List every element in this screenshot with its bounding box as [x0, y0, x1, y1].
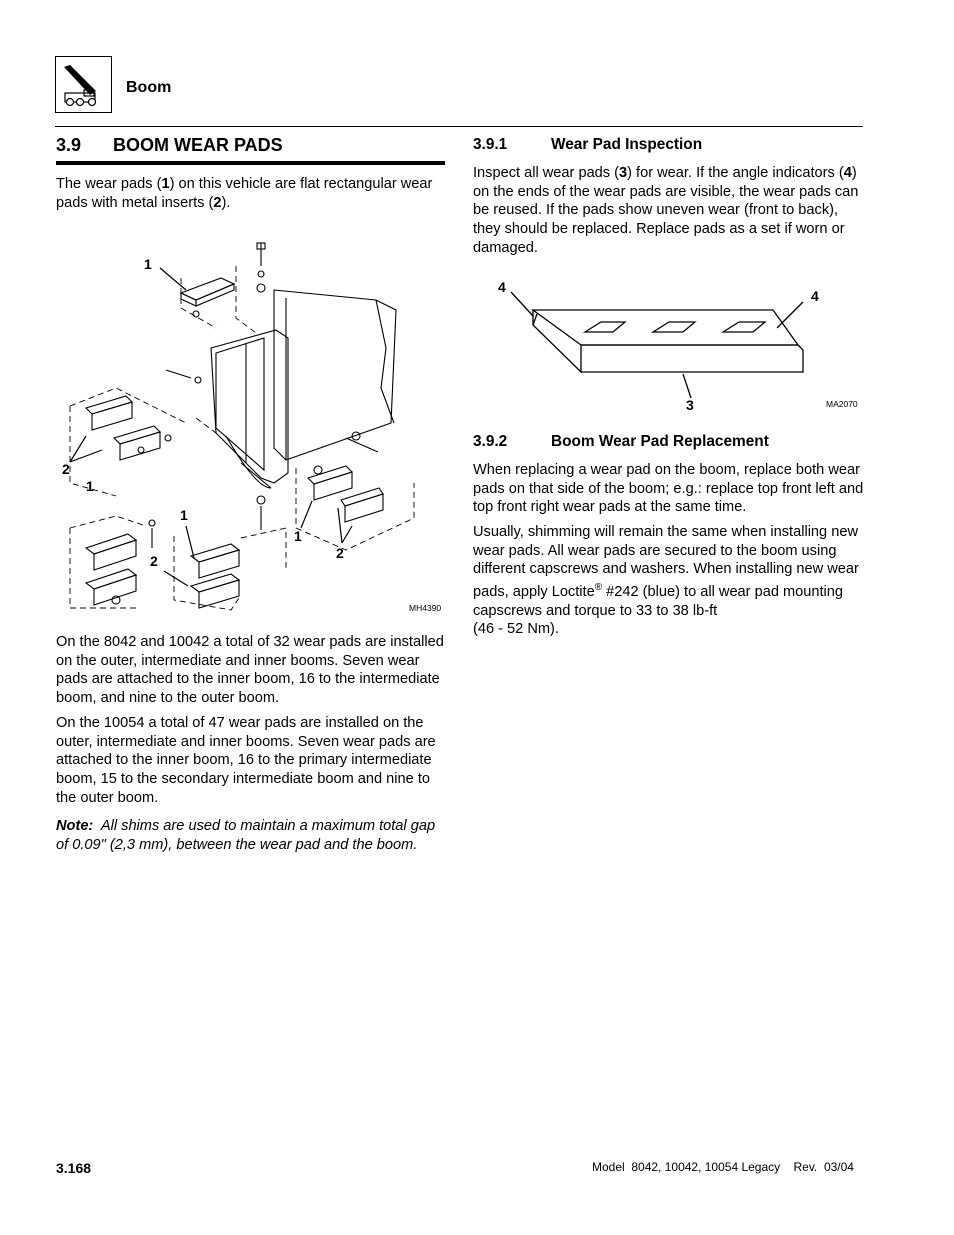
- fig2-label-4b: 4: [811, 288, 819, 304]
- note-paragraph: [56, 817, 446, 854]
- fig1-label-2c: 2: [336, 545, 344, 561]
- registered-mark: ®: [594, 582, 603, 594]
- fig2-code: MA2070: [826, 399, 858, 409]
- fig1-label-1d: 1: [294, 528, 302, 544]
- intro-paragraph: [56, 175, 446, 212]
- intro-ref-2: 2: [213, 194, 222, 211]
- replacement-paragraph-1: When replacing a wear pad on the boom, replace both wear pads on that side of the boom; e.g.: replace top front left and top front right wear pads at the same time.: [473, 462, 864, 516]
- section-number: 3.9: [56, 135, 82, 155]
- subsection2-title: Boom Wear Pad Replacement: [551, 433, 769, 450]
- subsection-heading-inspection: [473, 136, 702, 154]
- fig1-label-1b: 1: [86, 478, 94, 494]
- fig1-label-1a: 1: [144, 256, 152, 272]
- inspection-text-2: ) for wear. If the angle indicators (: [627, 165, 844, 181]
- replacement-paragraph-2: [473, 523, 865, 639]
- subsection-number: 3.9.1: [473, 136, 508, 153]
- replacement-text-b: #242 (blue) to all wear pad mounting capscrews and torque to 33 to 38 lb-ft: [473, 583, 844, 619]
- intro-text-3: ).: [221, 194, 231, 211]
- paragraph-10054: On the 10054 a total of 47 wear pads are installed on the outer, intermediate and inner booms. Seven wear pads are attached to the inner boom, 16 to the primary intermediate boom, 15 to the secondary intermediate boom and nine to the outer boom.: [56, 715, 436, 806]
- fig2-label-4a: 4: [498, 279, 506, 295]
- section-heading-rule: [56, 161, 445, 165]
- subsection-title: Wear Pad Inspection: [551, 136, 703, 153]
- note-label: Note:: [56, 818, 94, 834]
- inspection-text-3: ) on the ends of the wear pads are visible, the wear pads can be reused. If the pads show uneven wear (front to back), they should be replaced. Replace pads as a set if worn or damaged.: [473, 165, 859, 256]
- intro-text-2: ) on this vehicle are flat rectangular wear pads with metal inserts (: [56, 176, 433, 211]
- intro-text-1: The wear pads (: [56, 176, 162, 192]
- page-number: 3.168: [56, 1160, 92, 1176]
- note-text: All shims are used to maintain a maximum total gap of 0.09" (2,3 mm), between the wear pad and the boom.: [56, 818, 436, 853]
- intro-ref-1: 1: [161, 176, 170, 192]
- subsection2-number: 3.9.2: [473, 433, 508, 450]
- inspection-ref-4: 4: [843, 165, 852, 181]
- section-logo: [55, 56, 112, 113]
- subsection-heading-replacement: [473, 433, 769, 451]
- header-divider: [55, 126, 863, 127]
- boom-wear-pads-diagram: [56, 238, 448, 618]
- replacement-text-a: Usually, shimming will remain the same when installing new wear pads. All wear pads are secured to the boom using different capscrews and washers. When installing new wear pads, apply Loctite: [473, 524, 859, 600]
- inspection-paragraph: [473, 164, 865, 258]
- boom-lift-icon: [56, 57, 110, 111]
- section-heading: [56, 135, 283, 156]
- inspection-ref-3: 3: [619, 165, 628, 181]
- fig2-label-3: 3: [686, 397, 694, 413]
- replacement-text-c: (46 - 52 Nm).: [473, 621, 559, 638]
- section-title: BOOM WEAR PADS: [113, 135, 283, 155]
- figure-boom-wear-pads: [56, 238, 448, 618]
- fig1-code: MH4390: [409, 603, 442, 613]
- header-section-title: Boom: [126, 79, 172, 96]
- fig1-label-1c: 1: [180, 507, 188, 523]
- fig1-label-2b: 2: [150, 553, 158, 569]
- wear-pad-diagram: [473, 270, 865, 420]
- fig1-label-2a: 2: [62, 461, 70, 477]
- footer-model-info: Model 8042, 10042, 10054 Legacy Rev. 03/04: [592, 1160, 854, 1174]
- inspection-text-1: Inspect all wear pads (: [473, 165, 620, 181]
- figure-wear-pad: [473, 270, 865, 420]
- paragraph-8042-10042: On the 8042 and 10042 a total of 32 wear pads are installed on the outer, intermediate and inner booms. Seven wear pads are attached to the inner boom, 16 to the intermediate boom, and nine to the outer boom.: [56, 634, 444, 707]
